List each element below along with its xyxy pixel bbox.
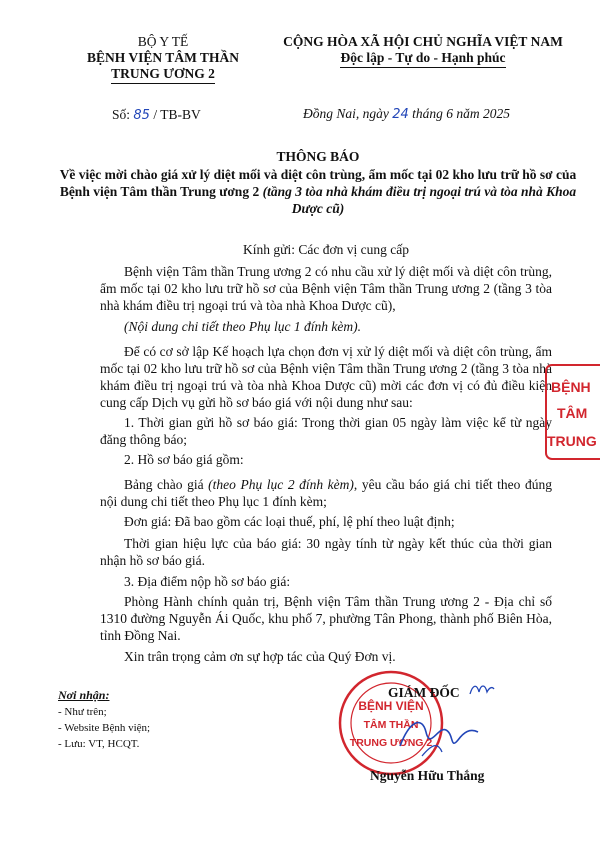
doc-number-handwritten: 85: [133, 108, 150, 123]
round-stamp-line2: TÂM THẦN: [363, 719, 419, 731]
paragraph-6: Thời gian hiệu lực của báo giá: 30 ngày tính từ ngày kết thúc của thời gian nhận hồ sơ báo giá.: [100, 536, 552, 568]
signatory-name: Nguyễn Hữu Thắng: [370, 768, 485, 783]
round-stamp-line3: TRUNG ƯƠNG 2: [349, 737, 433, 749]
round-stamp-line1: BỆNH VIỆN: [358, 699, 424, 713]
list-item-2: 2. Hồ sơ báo giá gồm:: [124, 452, 244, 467]
paragraph-8: Xin trân trọng cảm ơn sự hợp tác của Quý Đơn vị.: [124, 649, 396, 664]
issue-date: [303, 106, 510, 122]
paragraph-7: Phòng Hành chính quản trị, Bệnh viện Tâm thần Trung ương 2 - Địa chỉ số 1310 đường Nguyễn Ái Quốc, khu phố 7, phường Tân Phong, thành phố Biên Hòa, tỉnh Đồng Nai.: [100, 594, 552, 643]
subject-main: Về việc mời chào giá xử lý diệt mối và diệt côn trùng, ẩm mốc tại 02 kho lưu trữ hồ sơ của Bệnh viện Tâm thần Trung ương 2: [59, 167, 577, 199]
date-suffix: tháng 6 năm 2025: [412, 106, 511, 121]
issuer-block: [58, 34, 268, 84]
document-number: [112, 107, 201, 123]
recipients-block: Nơi nhận: - Như trên; - Website Bệnh viện; - Lưu: VT, HCQT.: [58, 688, 151, 750]
initial-stroke: [470, 686, 494, 694]
paragraph-4-start: Bảng chào giá: [124, 477, 209, 492]
signature-stroke: [422, 746, 442, 756]
paragraph-1: Bệnh viện Tâm thần Trung ương 2 có nhu cầu xử lý diệt mối và diệt côn trùng, ẩm mốc tại 02 kho lưu trữ hồ sơ của Bệnh viện Tâm thần Trung ương 2 (tầng 3 tòa nhà khám điều trị ngoại trú và tòa nhà Khoa Dược cũ),: [100, 264, 552, 313]
doc-number-suffix: / TB-BV: [153, 107, 201, 122]
hospital-name-line1: BỆNH VIỆN TÂM THẦN: [87, 50, 239, 65]
nation-name: CỘNG HÒA XÃ HỘI CHỦ NGHĨA VIỆT NAM: [283, 34, 563, 49]
subject-italic: (tầng 3 tòa nhà khám điều trị ngoại trú và tòa nhà Khoa Dược cũ): [262, 184, 577, 216]
list-item-1: 1. Thời gian gửi hồ sơ báo giá: Trong thời gian 05 ngày làm việc kể từ ngày đăng thông báo;: [100, 415, 552, 447]
greeting: Kính gửi: Các đơn vị cung cấp: [243, 242, 409, 257]
recipient-item: - Website Bệnh viện;: [58, 722, 151, 734]
doc-number-prefix: Số:: [112, 107, 131, 122]
national-motto: Độc lập - Tự do - Hạnh phúc: [340, 50, 505, 68]
national-header: [262, 34, 584, 68]
side-stamp-line1: BỆNH: [551, 379, 591, 395]
recipients-label: Nơi nhận: [58, 688, 106, 702]
hospital-name-line2: TRUNG ƯƠNG 2: [111, 66, 215, 84]
ministry-name: BỘ Y TẾ: [137, 34, 189, 49]
paragraph-2: (Nội dung chi tiết theo Phụ lục 1 đính kèm).: [124, 319, 361, 334]
side-stamp-line3: TRUNG: [547, 433, 597, 449]
document-subject: [58, 166, 578, 217]
signature-stroke: [400, 723, 478, 746]
recipient-item: - Lưu: VT, HCQT.: [58, 738, 140, 750]
recipient-item: - Như trên;: [58, 706, 107, 718]
date-day-handwritten: 24: [392, 107, 409, 122]
signature-initial: [467, 680, 497, 700]
paragraph-4-end: , yêu cầu báo giá chi tiết theo đúng nội dung chi tiết theo Phụ lục 1 đính kèm;: [100, 477, 552, 509]
side-stamp: [543, 362, 600, 462]
handwritten-signature: [392, 706, 482, 762]
paragraph-4: [100, 476, 552, 510]
list-item-3: 3. Địa điểm nộp hồ sơ báo giá:: [124, 574, 291, 589]
date-prefix: Đồng Nai, ngày: [303, 106, 389, 121]
side-stamp-line2: TÂM: [557, 405, 588, 421]
paragraph-4-italic: (theo Phụ lục 2 đính kèm): [208, 477, 354, 492]
paragraph-3: Để có cơ sở lập Kế hoạch lựa chọn đơn vị xử lý diệt mối và diệt côn trùng, ẩm mốc tại 02 kho lưu trữ hồ sơ của Bệnh viện Tâm thần Trung ương 2 (tầng 3 tòa nhà khám điều trị ngoại trú và tòa nhà Khoa Dược cũ) mời các đơn vị có đủ điều kiện cung cấp Dịch vụ gửi hồ sơ báo giá với nội dung như sau:: [100, 344, 552, 410]
paragraph-5: Đơn giá: Đã bao gồm các loại thuế, phí, lệ phí theo luật định;: [124, 514, 455, 529]
document-title: THÔNG BÁO: [276, 149, 360, 164]
signatory-title: GIÁM ĐỐC: [388, 685, 460, 700]
